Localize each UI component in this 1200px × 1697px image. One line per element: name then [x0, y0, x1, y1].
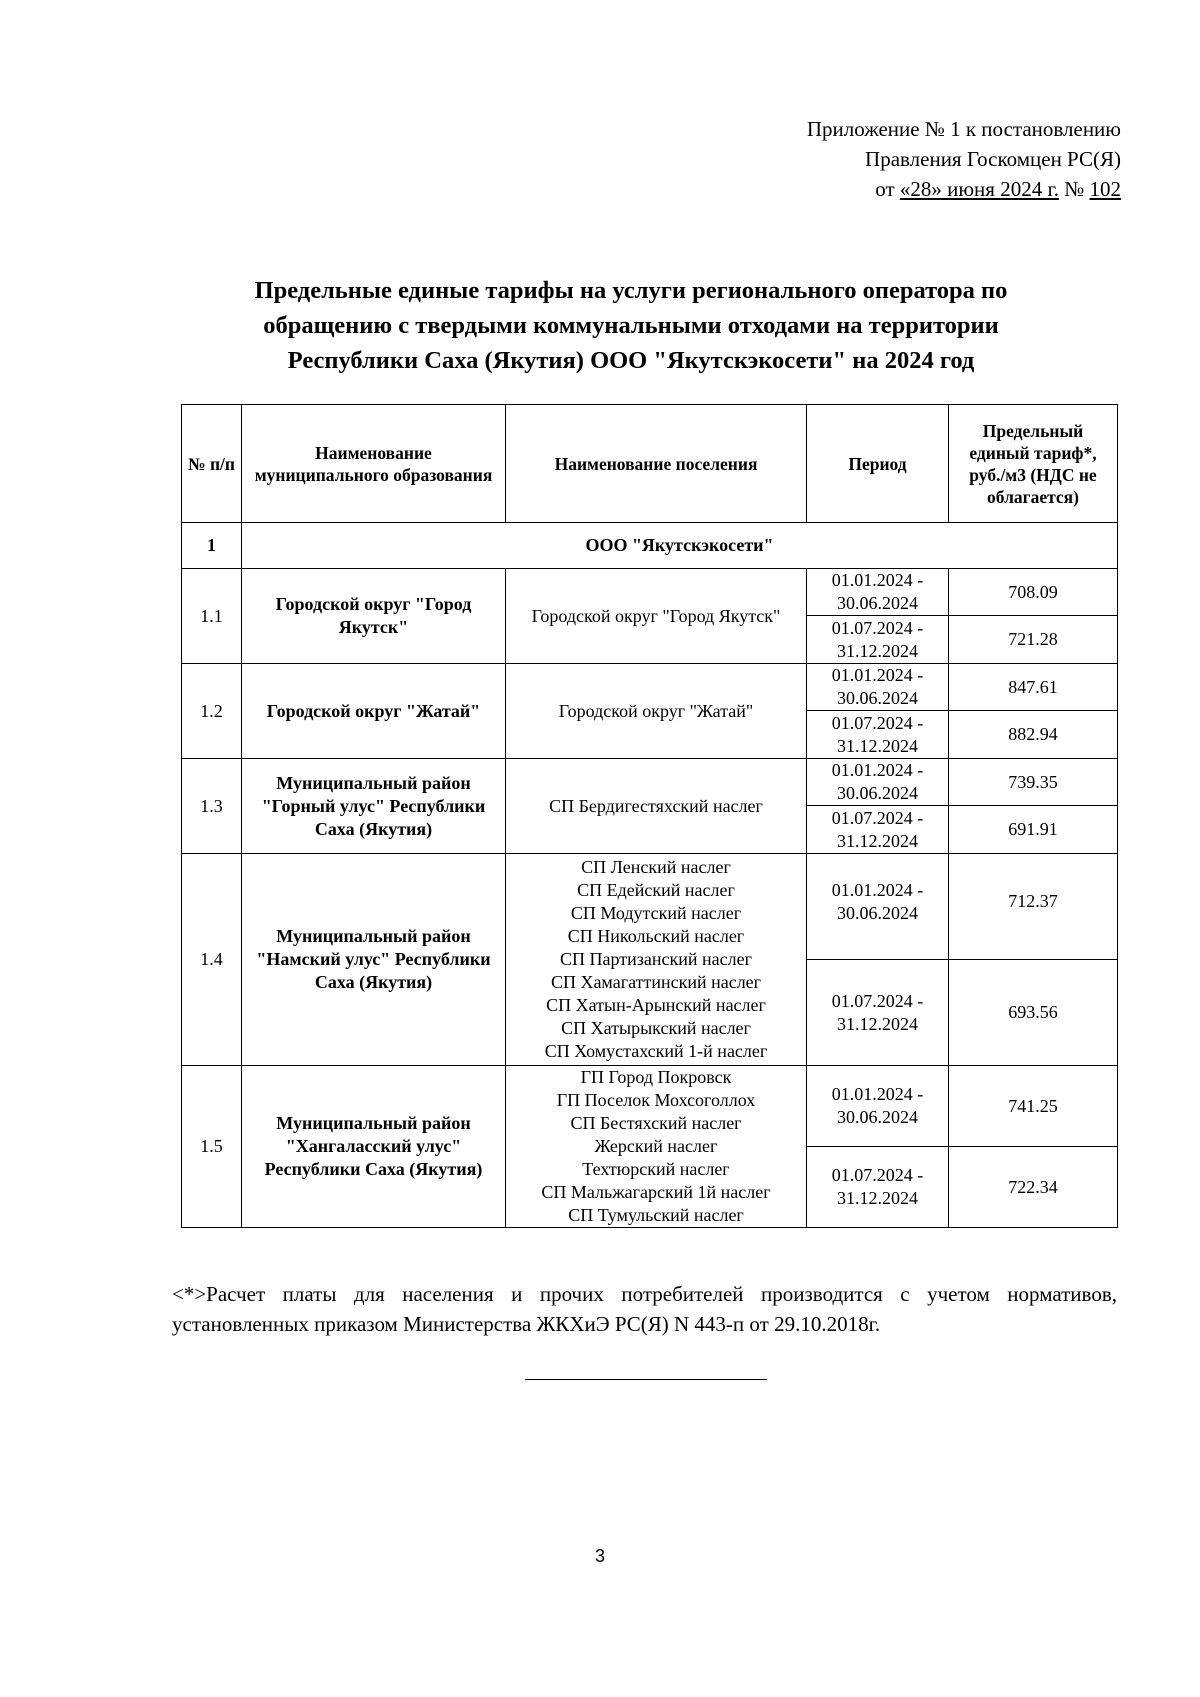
row-period-h1: 01.01.2024 - 30.06.2024 [807, 759, 949, 806]
table-row [182, 664, 1118, 711]
col-header-tariff: Предельный единый тариф*, руб./м3 (НДС не облагается) [949, 405, 1118, 523]
settlement-item: Жерский наслег [594, 1136, 718, 1156]
footnote: <*>Расчет платы для населения и прочих потребителей производится с учетом нормативов, установленных приказом Министерства ЖКХиЭ РС(Я) N 443-п от 29.10.2018г. [172, 1282, 1117, 1336]
appendix-line-1: Приложение № 1 к постановлению [806, 117, 1121, 141]
row-period-h2: 01.07.2024 - 31.12.2024 [807, 616, 949, 664]
title-line-3: Республики Саха (Якутия) ООО "Якутскэкосети" на 2024 год [287, 347, 975, 374]
table-row [182, 759, 1118, 806]
settlement-item: СП Тумульский наслег [568, 1205, 744, 1225]
settlement-item: ГП Поселок Мохсоголлох [556, 1090, 756, 1110]
operator-name: ООО "Якутскэкосети" [242, 523, 1118, 569]
row-tariff-h2: 691.91 [949, 806, 1118, 854]
row-settlement-list [506, 854, 807, 1066]
appendix-date: «28» июня 2024 г. [899, 177, 1059, 201]
appendix-line-2: Правления Госкомцен РС(Я) [865, 147, 1121, 171]
row-period-h1: 01.01.2024 - 30.06.2024 [807, 569, 949, 616]
col-header-period: Период [807, 405, 949, 523]
settlement-item: СП Бестяхский наслег [570, 1113, 742, 1133]
settlement-item: СП Хатын-Арынский наслег [546, 995, 766, 1015]
row-period-h1: 01.01.2024 - 30.06.2024 [807, 664, 949, 711]
row-tariff-h1: 708.09 [949, 569, 1118, 616]
settlement-item: СП Мальжагарский 1й наслег [541, 1182, 771, 1202]
row-settlement: Городской округ "Жатай" [506, 664, 807, 759]
settlement-item: СП Едейский наслег [577, 880, 735, 900]
appendix-number: 102 [1089, 177, 1121, 201]
col-header-municipality: Наименование муниципального образования [242, 405, 506, 523]
settlement-item: Техтюрский наслег [582, 1159, 730, 1179]
col-header-settlement: Наименование поселения [506, 405, 807, 523]
row-municipality: Муниципальный район "Горный улус" Республики Саха (Якутия) [242, 759, 506, 854]
row-municipality: Муниципальный район "Хангаласский улус" Республики Саха (Якутия) [242, 1066, 506, 1228]
row-num: 1.4 [182, 854, 242, 1066]
operator-row [182, 523, 1118, 569]
settlement-item: СП Модутский наслег [570, 903, 742, 923]
row-tariff-h1: 741.25 [949, 1066, 1118, 1147]
row-num: 1.3 [182, 759, 242, 854]
title-line-1: Предельные единые тарифы на услуги регионального оператора по [254, 277, 1008, 304]
settlement-item: ГП Город Покровск [580, 1067, 732, 1087]
row-period-h2: 01.07.2024 - 31.12.2024 [807, 806, 949, 854]
row-num: 1.2 [182, 664, 242, 759]
settlement-item: СП Никольский наслег [567, 926, 745, 946]
row-period-h1: 01.01.2024 - 30.06.2024 [807, 1066, 949, 1147]
row-municipality: Муниципальный район "Намский улус" Республики Саха (Якутия) [242, 854, 506, 1066]
operator-num: 1 [182, 523, 242, 569]
appendix-line-3 [601, 174, 1121, 204]
settlement-item: СП Хатырыкский наслег [561, 1018, 751, 1038]
settlement-item: СП Хамагаттинский наслег [550, 972, 762, 992]
appendix-num-sign: № [1058, 177, 1090, 201]
row-num: 1.1 [182, 569, 242, 664]
row-tariff-h2: 722.34 [949, 1147, 1118, 1228]
tariff-table [181, 404, 1118, 1228]
table-row [182, 854, 1118, 960]
row-settlement: Городской округ "Город Якутск" [506, 569, 807, 664]
table-row [182, 1066, 1118, 1147]
document-title [170, 273, 1092, 378]
col-header-num: № п/п [182, 405, 242, 523]
title-line-2: обращению с твердыми коммунальными отходами на территории [263, 312, 999, 339]
row-settlement-list [506, 1066, 807, 1228]
settlement-item: СП Ленский наслег [581, 857, 731, 877]
row-period-h1: 01.01.2024 - 30.06.2024 [807, 854, 949, 960]
row-tariff-h1: 847.61 [949, 664, 1118, 711]
table-header-row [182, 405, 1118, 523]
end-divider [525, 1379, 767, 1380]
row-tariff-h2: 721.28 [949, 616, 1118, 664]
row-municipality: Городской округ "Город Якутск" [242, 569, 506, 664]
row-tariff-h1: 739.35 [949, 759, 1118, 806]
row-num: 1.5 [182, 1066, 242, 1228]
appendix-header [601, 114, 1121, 204]
row-tariff-h2: 693.56 [949, 960, 1118, 1066]
settlement-item: СП Партизанский наслег [560, 949, 752, 969]
row-period-h2: 01.07.2024 - 31.12.2024 [807, 960, 949, 1066]
table-row [182, 569, 1118, 616]
row-municipality: Городской округ "Жатай" [242, 664, 506, 759]
settlement-item: СП Хомустахский 1-й наслег [544, 1041, 768, 1061]
page-number: 3 [594, 1546, 605, 1566]
appendix-date-prefix: от [875, 177, 900, 201]
row-period-h2: 01.07.2024 - 31.12.2024 [807, 1147, 949, 1228]
row-tariff-h2: 882.94 [949, 711, 1118, 759]
row-tariff-h1: 712.37 [949, 854, 1118, 960]
row-period-h2: 01.07.2024 - 31.12.2024 [807, 711, 949, 759]
row-settlement: СП Бердигестяхский наслег [506, 759, 807, 854]
